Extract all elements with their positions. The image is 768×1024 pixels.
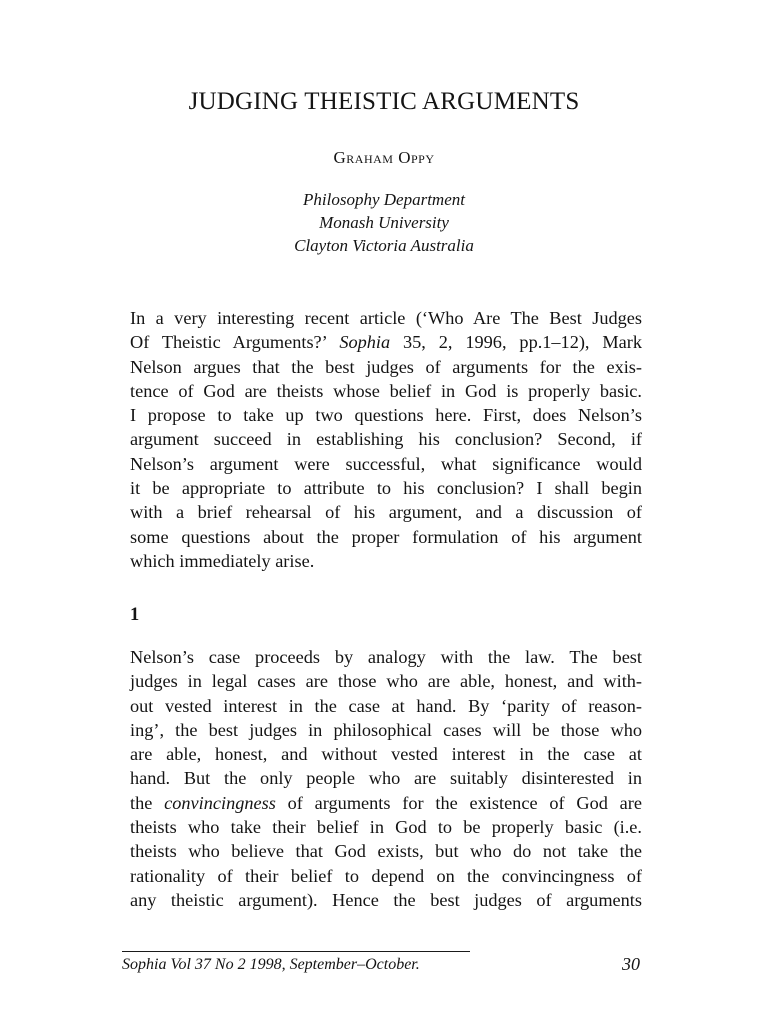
text-line: Nelson’s case proceeds by analogy with the law. The best xyxy=(130,647,642,667)
text-line: I propose to take up two questions here. First, does Nelson’s xyxy=(130,405,642,426)
text-fragment: of arguments for the existence of God are xyxy=(275,792,642,813)
text-fragment: the xyxy=(130,792,165,813)
text-line xyxy=(130,330,642,354)
page-number: 30 xyxy=(622,954,640,974)
footer-rule xyxy=(122,951,470,952)
affiliation-location: Clayton Victoria Australia xyxy=(294,236,474,255)
text-line: Nelson’s argument were successful, what significance would xyxy=(130,453,642,474)
author-name: Graham Oppy xyxy=(333,148,435,167)
text-line: some questions about the proper formulation of his argument xyxy=(130,526,642,547)
affiliation-university: Monash University xyxy=(319,213,449,232)
text-line: In a very interesting recent article (‘Who Are The Best Judges xyxy=(130,308,642,328)
text-line: ing’, the best judges in philosophical cases will be those who xyxy=(130,719,642,740)
text-line: argument succeed in establishing his conclusion? Second, if xyxy=(130,429,642,450)
text-line: which immediately arise. xyxy=(130,550,315,571)
text-line: tence of God are theists whose belief in God is properly basic. xyxy=(130,380,642,401)
text-line: with a brief rehearsal of his argument, and a discussion of xyxy=(130,502,642,523)
text-line: judges in legal cases are those who are able, honest, and with- xyxy=(130,671,642,692)
affiliation-department: Philosophy Department xyxy=(303,190,465,209)
emphasis-word: convincingness xyxy=(164,792,276,813)
text-line: are able, honest, and without vested interest in the case at xyxy=(130,744,642,765)
section-paragraph xyxy=(130,645,642,912)
text-fragment: 35, 2, 1996, pp.1–12), Mark xyxy=(390,332,642,353)
text-line: it be appropriate to attribute to his conclusion? I shall begin xyxy=(130,478,642,499)
intro-paragraph xyxy=(130,306,642,573)
text-line: Nelson argues that the best judges of arguments for the exis- xyxy=(130,356,642,377)
text-line: out vested interest in the case at hand. By ‘parity of reason- xyxy=(130,695,642,716)
text-line: theists who believe that God exists, but who do not take the xyxy=(130,841,642,862)
article-title: JUDGING THEISTIC ARGUMENTS xyxy=(188,88,580,115)
journal-name: Sophia xyxy=(339,332,391,353)
text-line: any theistic argument). Hence the best judges of arguments xyxy=(130,889,642,910)
section-number: 1 xyxy=(130,605,140,625)
footer-journal-info: Sophia Vol 37 No 2 1998, September–October. xyxy=(122,956,420,973)
text-fragment: Of Theistic Arguments?’ xyxy=(130,332,340,353)
text-line: theists who take their belief in God to be properly basic (i.e. xyxy=(130,817,642,838)
text-line xyxy=(130,791,642,815)
text-line: rationality of their belief to depend on the convincingness of xyxy=(130,865,642,886)
text-line: hand. But the only people who are suitably disinterested in xyxy=(130,768,642,789)
